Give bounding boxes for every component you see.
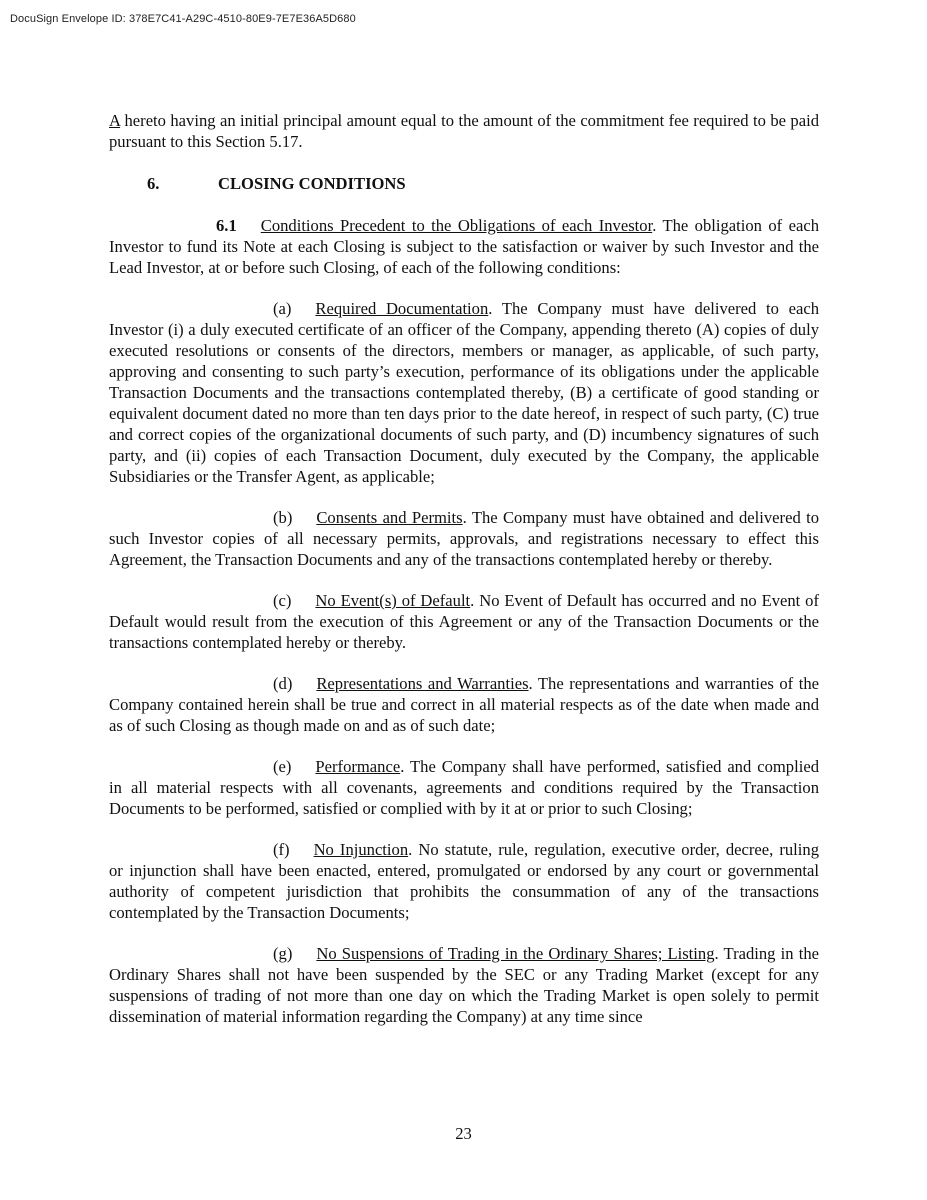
item-title: Required Documentation bbox=[315, 299, 489, 318]
subsection-text: . The obligation of each Investor to fund its Note at each Closing is subject to the satisfaction or waiver by such Investor and the Lead Investor, at or before such Closing, of each of the following conditions: bbox=[109, 216, 819, 277]
item-title: Consents and Permits bbox=[316, 508, 463, 527]
item-text: . The Company must have obtained and delivered to such Investor copies of all necessary permits, approvals, and registrations necessary to effect this Agreement, the Transaction Documents and any of the transactions contemplated hereby or thereby. bbox=[109, 508, 820, 569]
intro-text: hereto having an initial principal amount equal to the amount of the commitment fee required to be paid pursuant to this Section 5.17. bbox=[109, 111, 819, 151]
section-title: CLOSING CONDITIONS bbox=[218, 174, 406, 193]
item-title: Representations and Warranties bbox=[316, 674, 529, 693]
subsection-title: Conditions Precedent to the Obligations of each Investor bbox=[260, 216, 653, 235]
item-text: . Trading in the Ordinary Shares shall not have been suspended by the SEC or any Trading Market (except for any suspensions of trading of not more than one day on which the Trading Market is open solely to permit dissemination of material information regarding the Company) at any time since bbox=[109, 944, 819, 1026]
item-title: Performance bbox=[315, 757, 401, 776]
item-label: (a) bbox=[273, 299, 292, 318]
item-title: No Injunction bbox=[313, 840, 409, 859]
item-text: . The Company must have delivered to each Investor (i) a duly executed certificate of an officer of the Company, appending thereto (A) copies of duly executed resolutions or consents of the directors, members or manager, as applicable, of such party, approving and consenting to such party’s execution, performance of its obligations under the applicable Transaction Documents and the transactions contemplated thereby, (B) a certificate of good standing or equivalent document dated no more than ten days prior to the date hereof, in respect of such party, (C) true and correct copies of the organizational documents of such party, and (D) incumbency signatures of such party, and (ii) copies of each Transaction Document, duly executed by the Company, the applicable Subsidiaries or the Transfer Agent, as applicable; bbox=[109, 299, 820, 486]
item-text: . No Event of Default has occurred and no Event of Default would result from the execution of this Agreement or any of the Transaction Documents or the transactions contemplated hereby or thereby. bbox=[109, 591, 819, 652]
section-number: 6. bbox=[147, 174, 160, 193]
condition-item-c bbox=[109, 590, 819, 653]
item-label: (g) bbox=[273, 944, 293, 963]
item-label: (b) bbox=[273, 508, 293, 527]
condition-item-b bbox=[109, 507, 819, 570]
exhibit-reference: A bbox=[109, 111, 121, 130]
docusign-envelope-id: DocuSign Envelope ID: 378E7C41-A29C-4510-80E9-7E7E36A5D680 bbox=[10, 13, 356, 25]
page-number: 23 bbox=[455, 1124, 472, 1143]
item-label: (d) bbox=[273, 674, 293, 693]
item-title: No Suspensions of Trading in the Ordinary Shares; Listing bbox=[316, 944, 715, 963]
subsection-number: 6.1 bbox=[216, 216, 237, 235]
item-title: No Event(s) of Default bbox=[315, 591, 471, 610]
intro-paragraph bbox=[109, 110, 819, 152]
section-heading bbox=[147, 173, 819, 194]
item-label: (c) bbox=[273, 591, 292, 610]
condition-item-f bbox=[109, 839, 819, 923]
item-text: . The Company shall have performed, satisfied and complied in all material respects with all covenants, agreements and conditions required by the Transaction Documents to be performed, satisfied or complied with by it at or prior to such Closing; bbox=[109, 757, 819, 818]
document-page bbox=[109, 110, 819, 1027]
item-label: (f) bbox=[273, 840, 290, 859]
item-text: . No statute, rule, regulation, executive order, decree, ruling or injunction shall have been enacted, entered, promulgated or endorsed by any court or governmental authority of competent jurisdiction that prohibits the consummation of any of the transactions contemplated by the Transaction Documents; bbox=[109, 840, 819, 922]
subsection-6-1 bbox=[109, 215, 819, 278]
condition-item-e bbox=[109, 756, 819, 819]
item-label: (e) bbox=[273, 757, 292, 776]
condition-item-d bbox=[109, 673, 819, 736]
condition-item-g bbox=[109, 943, 819, 1027]
item-text: . The representations and warranties of the Company contained herein shall be true and correct in all material respects as of the date when made and as of such Closing as though made on and as of such date; bbox=[109, 674, 819, 735]
condition-item-a bbox=[109, 298, 819, 487]
